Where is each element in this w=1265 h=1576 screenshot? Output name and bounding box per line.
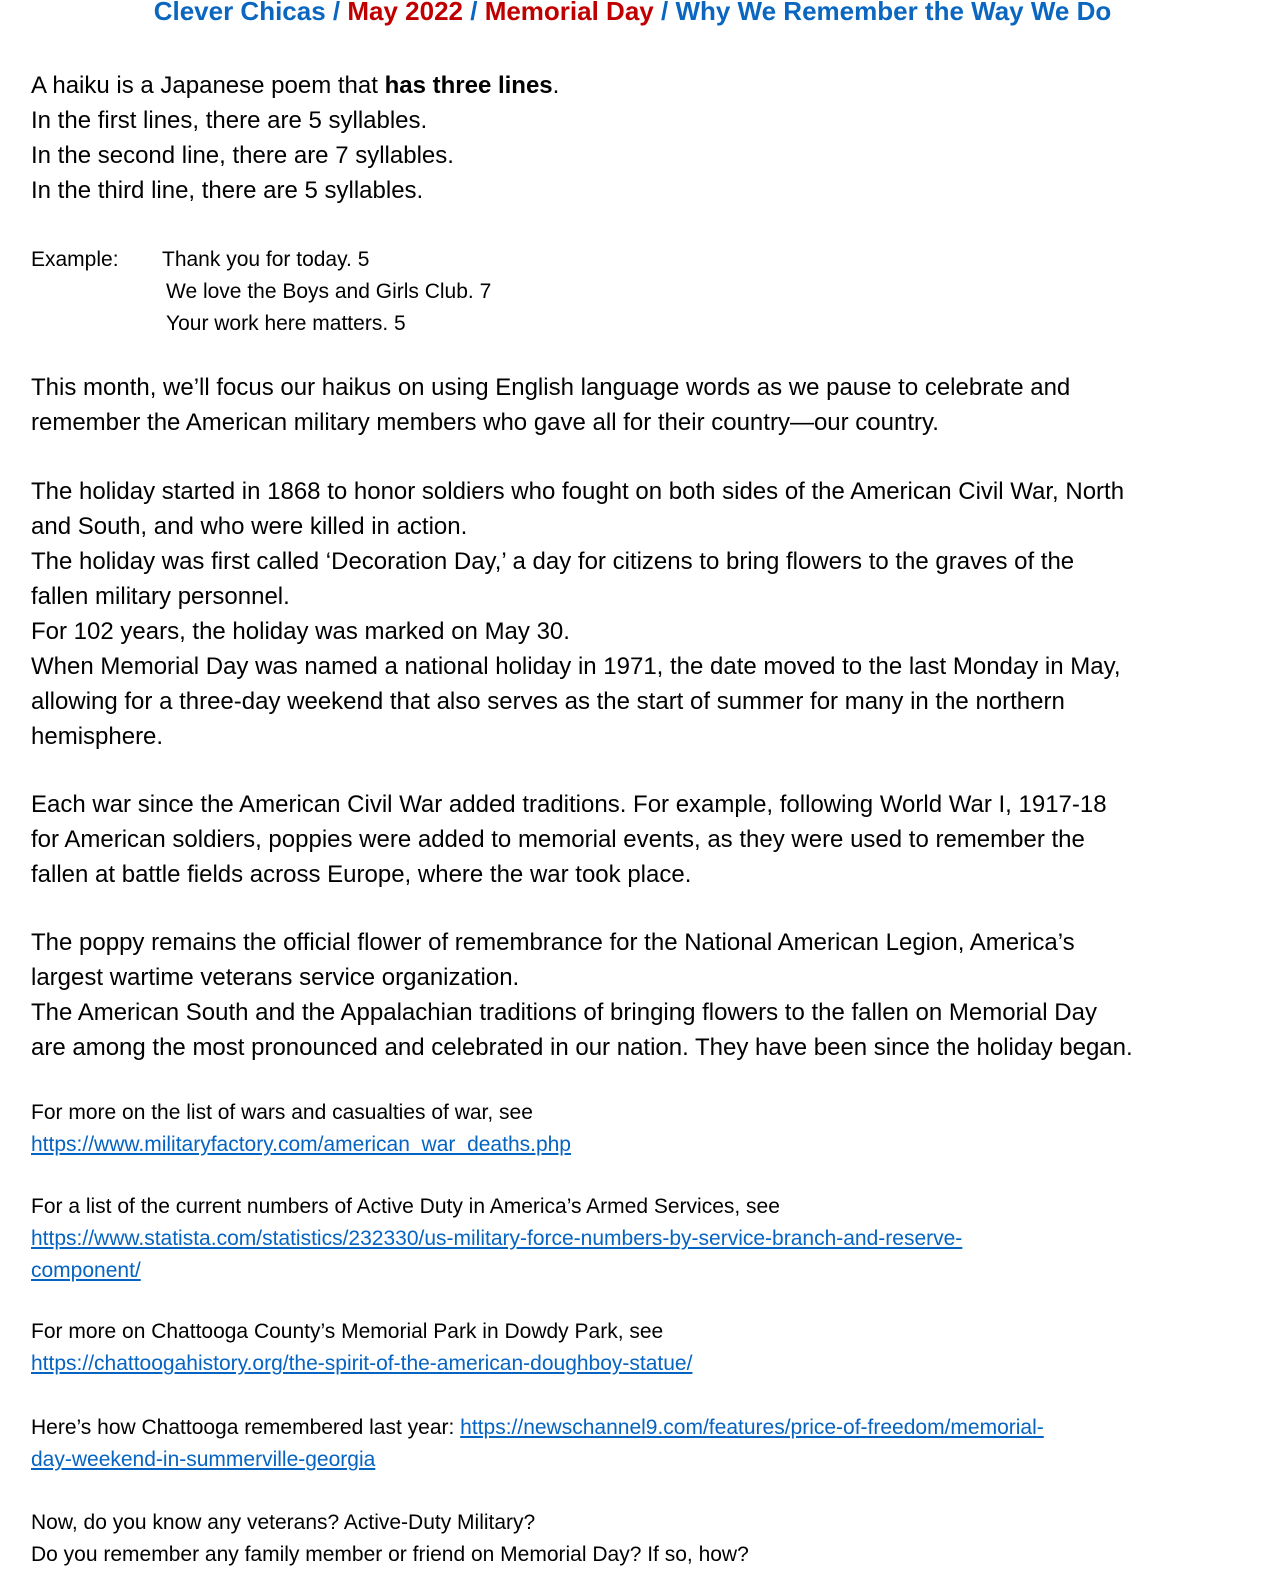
intro-bold-text: has three lines bbox=[384, 72, 553, 99]
memorial-park-link[interactable]: https://chattoogahistory.org/the-spirit-of-the-american-doughboy-statue/ bbox=[31, 1352, 693, 1375]
history-paragraph bbox=[31, 474, 1246, 754]
intro-line bbox=[31, 68, 1246, 103]
paragraph-line: fallen military personnel. bbox=[31, 583, 290, 610]
title-topic: Memorial Day bbox=[484, 0, 654, 26]
example-line-2: We love the Boys and Girls Club. 7 bbox=[166, 280, 492, 303]
paragraph-line: For 102 years, the holiday was marked on May 30. bbox=[31, 618, 570, 645]
intro-text: . bbox=[552, 72, 560, 99]
last-year-link-section bbox=[31, 1412, 1246, 1476]
paragraph-line: largest wartime veterans service organization. bbox=[31, 964, 520, 991]
paragraph-line: The poppy remains the official flower of remembrance for the National American Legion, America’s bbox=[31, 929, 1075, 956]
poppy-paragraph bbox=[31, 925, 1246, 1065]
traditions-paragraph bbox=[31, 787, 1246, 892]
link-intro-text: For a list of the current numbers of Active Duty in America’s Armed Services, see bbox=[31, 1195, 780, 1218]
paragraph-line: remember the American military members who gave all for their country—our country. bbox=[31, 409, 939, 436]
active-duty-link[interactable]: https://www.statista.com/statistics/232330/us-military-force-numbers-by-service-branch-and-reserve- bbox=[31, 1227, 963, 1250]
example-line-1: Thank you for today. 5 bbox=[162, 248, 370, 271]
wars-link[interactable]: https://www.militaryfactory.com/american_war_deaths.php bbox=[31, 1133, 571, 1156]
example-line-3: Your work here matters. 5 bbox=[166, 312, 406, 335]
title-publication: Clever Chicas bbox=[153, 0, 326, 26]
focus-paragraph bbox=[31, 370, 1246, 440]
title-subtitle: Why We Remember the Way We Do bbox=[675, 0, 1112, 26]
paragraph-line: When Memorial Day was named a national holiday in 1971, the date moved to the last Monday in May, bbox=[31, 653, 1121, 680]
intro-line: In the third line, there are 5 syllables. bbox=[31, 177, 424, 204]
paragraph-line: hemisphere. bbox=[31, 723, 164, 750]
active-duty-link-continued[interactable]: component/ bbox=[31, 1259, 141, 1282]
question-line: Now, do you know any veterans? Active-Duty Military? bbox=[31, 1511, 536, 1534]
active-duty-link-section bbox=[31, 1191, 1246, 1287]
title-separator: / bbox=[325, 0, 348, 26]
intro-text: A haiku is a Japanese poem that bbox=[31, 72, 385, 99]
link-intro-text: For more on the list of wars and casualties of war, see bbox=[31, 1101, 533, 1124]
last-year-link-continued[interactable]: day-weekend-in-summerville-georgia bbox=[31, 1448, 376, 1471]
haiku-intro bbox=[31, 68, 1246, 208]
paragraph-line: fallen at battle fields across Europe, where the war took place. bbox=[31, 861, 692, 888]
example-label: Example: bbox=[31, 248, 119, 271]
link-intro-text: Here’s how Chattooga remembered last year: bbox=[31, 1416, 461, 1439]
paragraph-line: The holiday was first called ‘Decoration Day,’ a day for citizens to bring flowers to the graves of the bbox=[31, 548, 1075, 575]
intro-line: In the first lines, there are 5 syllables. bbox=[31, 107, 428, 134]
questions-section bbox=[31, 1507, 1246, 1571]
paragraph-line: The American South and the Appalachian traditions of bringing flowers to the fallen on Memorial Day bbox=[31, 999, 1097, 1026]
wars-link-section bbox=[31, 1097, 1246, 1161]
paragraph-line: Each war since the American Civil War added traditions. For example, following World War I, 1917-18 bbox=[31, 791, 1107, 818]
question-line: Do you remember any family member or friend on Memorial Day? If so, how? bbox=[31, 1543, 749, 1566]
memorial-park-link-section bbox=[31, 1316, 1246, 1380]
paragraph-line: The holiday started in 1868 to honor soldiers who fought on both sides of the American Civil War, North bbox=[31, 478, 1125, 505]
paragraph-line: allowing for a three-day weekend that also serves as the start of summer for many in the northern bbox=[31, 688, 1065, 715]
paragraph-line: for American soldiers, poppies were added to memorial events, as they were used to remember the bbox=[31, 826, 1085, 853]
title-date: May 2022 bbox=[347, 0, 464, 26]
link-intro-text: For more on Chattooga County’s Memorial Park in Dowdy Park, see bbox=[31, 1320, 664, 1343]
paragraph-line: and South, and who were killed in action. bbox=[31, 513, 468, 540]
intro-line: In the second line, there are 7 syllables. bbox=[31, 142, 454, 169]
last-year-link[interactable]: https://newschannel9.com/features/price-of-freedom/memorial- bbox=[460, 1416, 1044, 1439]
title-separator: / bbox=[463, 0, 485, 26]
title-separator: / bbox=[653, 0, 676, 26]
document-title bbox=[0, 0, 1265, 28]
paragraph-line: are among the most pronounced and celebrated in our nation. They have been since the holiday began. bbox=[31, 1034, 1133, 1061]
paragraph-line: This month, we’ll focus our haikus on using English language words as we pause to celebrate and bbox=[31, 374, 1071, 401]
